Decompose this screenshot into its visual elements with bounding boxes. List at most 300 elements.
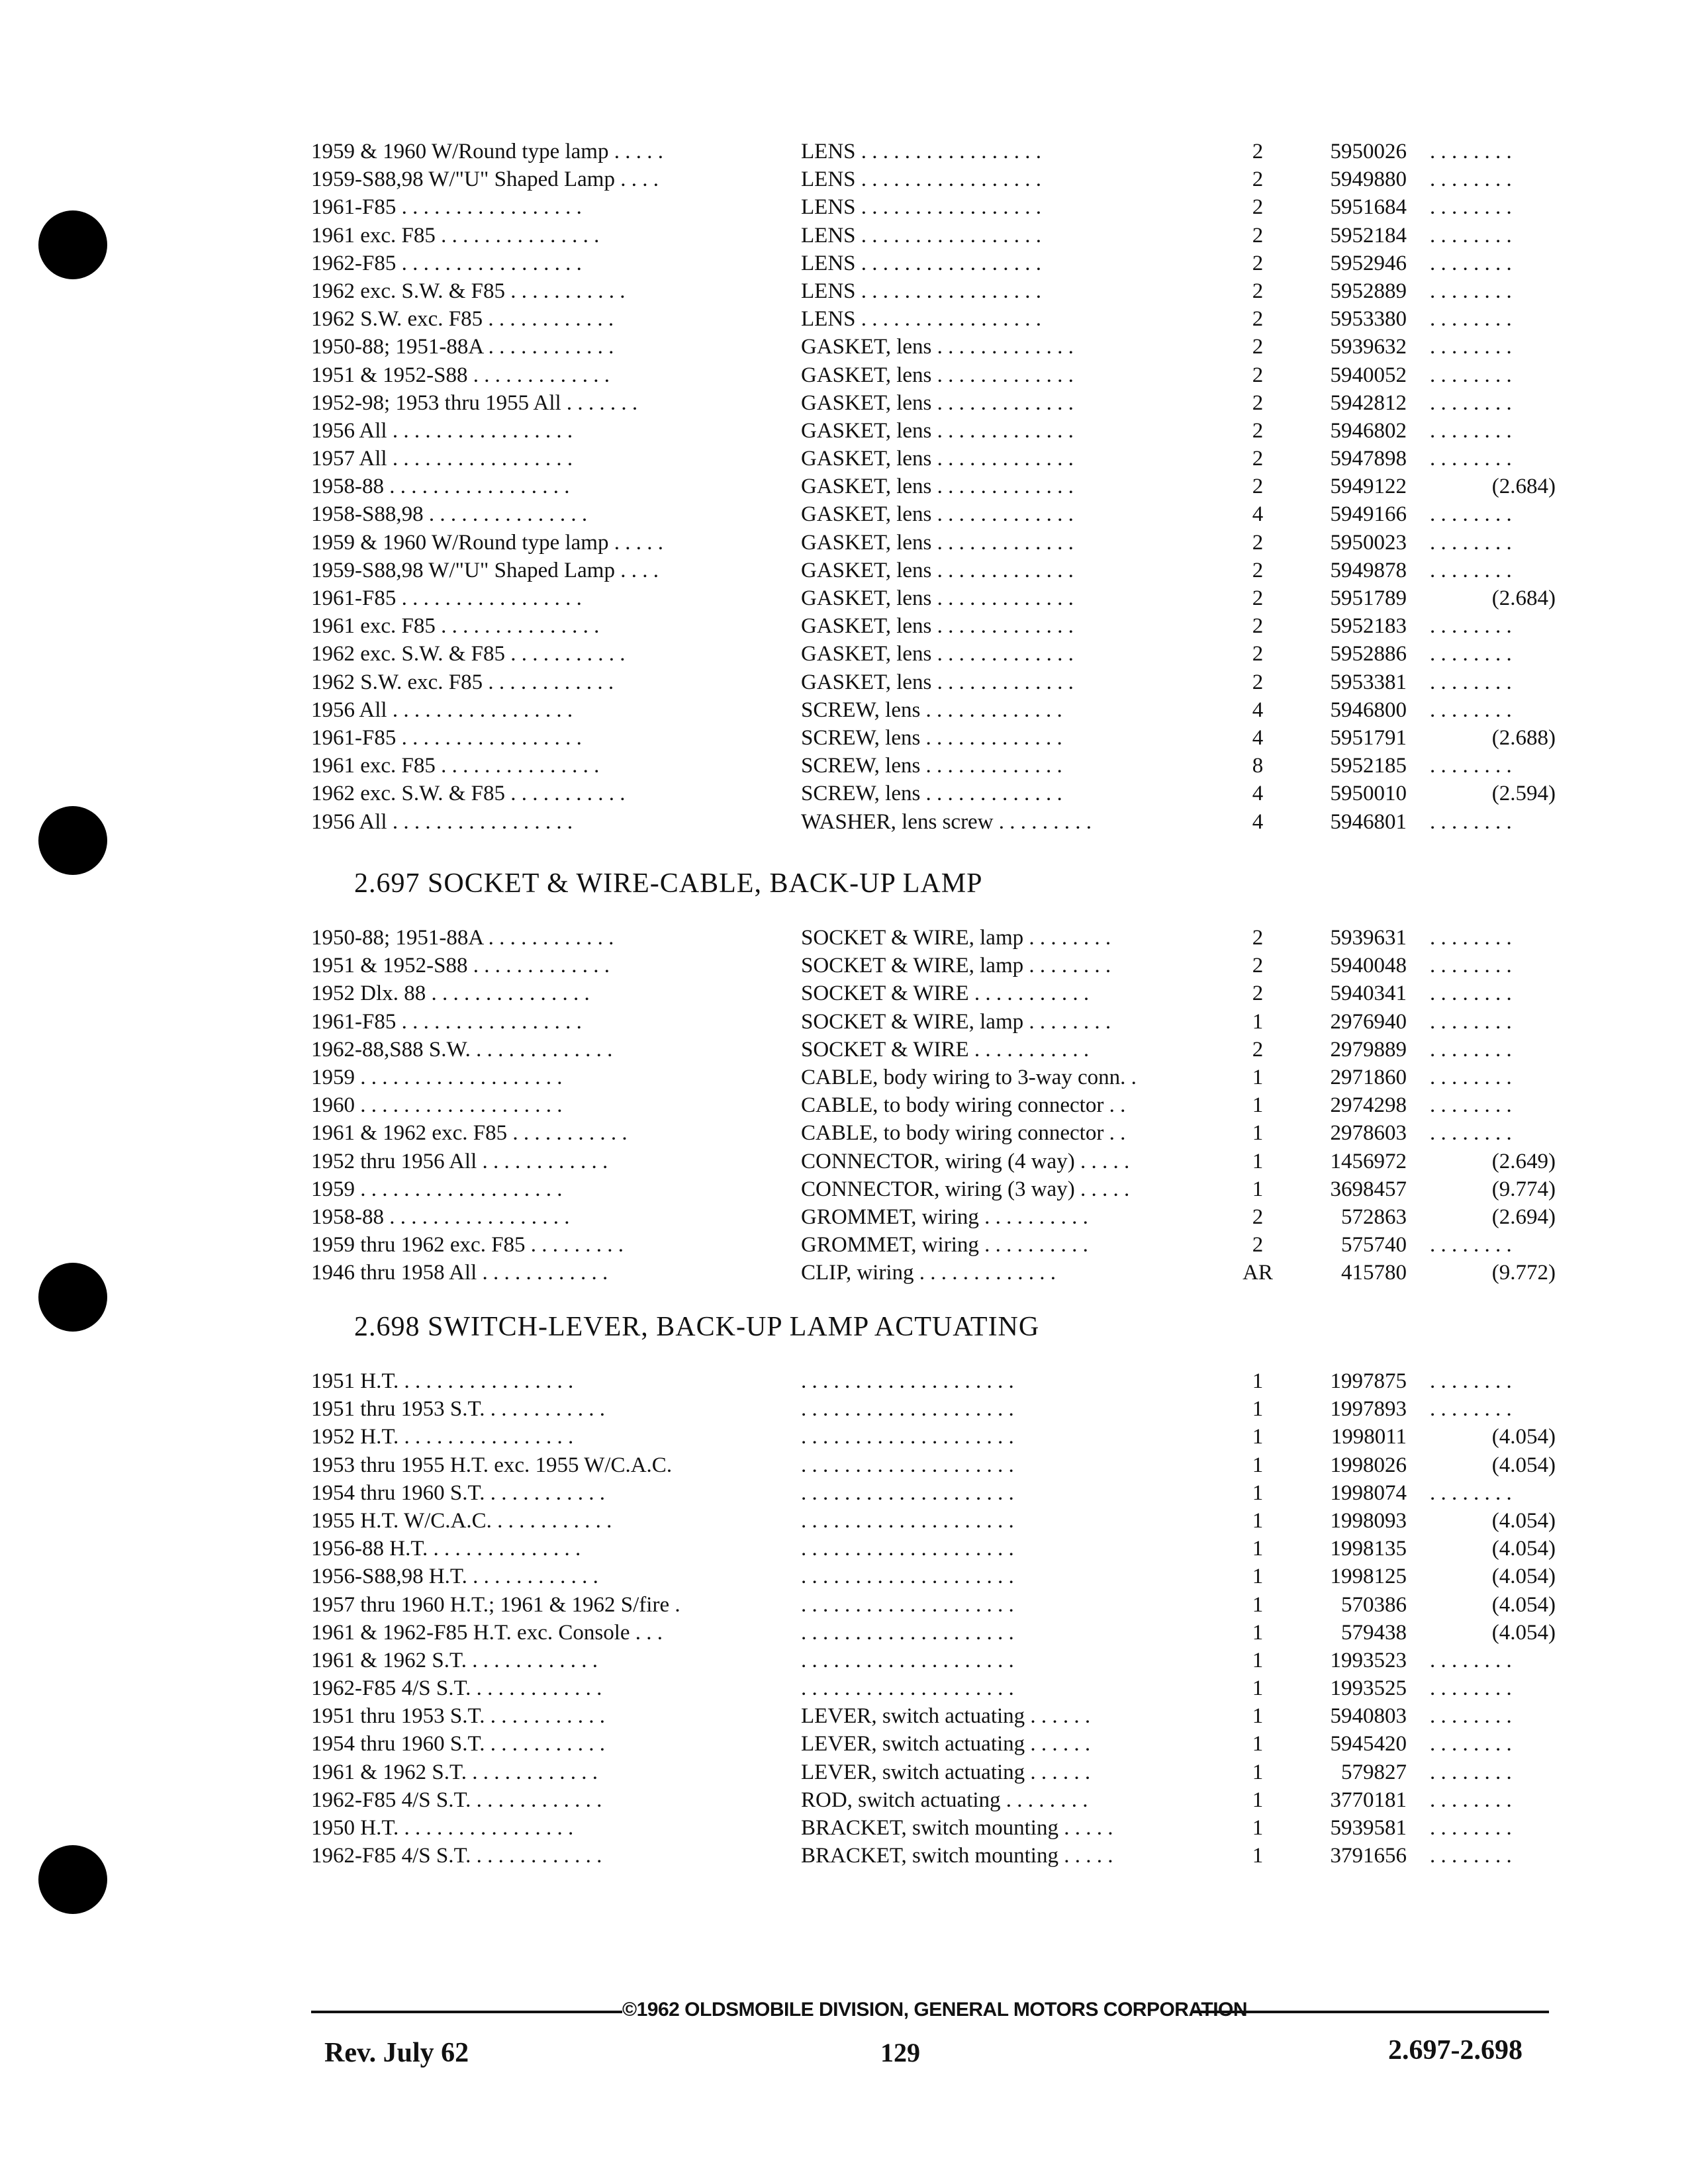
application: 1962 S.W. exc. F85 . . . . . . . . . . . .: [311, 307, 614, 332]
reference: (4.054): [1491, 1537, 1556, 1561]
table-row: [311, 138, 1549, 165]
reference: (2.688): [1491, 725, 1556, 750]
reference: . . . . . . . .: [1430, 670, 1512, 694]
application: 1959 thru 1962 exc. F85 . . . . . . . . .: [311, 1233, 624, 1257]
quantity: 2: [1252, 223, 1264, 248]
part-name: SOCKET & WIRE, lamp . . . . . . . .: [801, 1009, 1111, 1034]
part-name: GASKET, lens . . . . . . . . . . . . .: [801, 390, 1074, 415]
part-number: 5947898: [1330, 447, 1407, 471]
quantity: 8: [1252, 754, 1264, 778]
part-number: 5950010: [1330, 782, 1407, 806]
application: 1959 . . . . . . . . . . . . . . . . . . .: [311, 1177, 563, 1201]
quantity: 2: [1252, 954, 1264, 978]
table-row: [311, 1423, 1556, 1451]
table-row: [311, 250, 1549, 277]
reference: . . . . . . . .: [1430, 1844, 1512, 1868]
table-row: [311, 1535, 1556, 1563]
table-row: [311, 277, 1549, 305]
table-row: [311, 612, 1549, 640]
switch-lever-table: [311, 1367, 1556, 1870]
quantity: 1: [1252, 1369, 1264, 1393]
reference: (9.774): [1491, 1177, 1556, 1201]
quantity: 2: [1252, 586, 1264, 610]
application: 1952 Dlx. 88 . . . . . . . . . . . . . . .: [311, 981, 590, 1006]
quantity: 1: [1252, 1565, 1264, 1589]
reference: . . . . . . . .: [1430, 754, 1512, 778]
part-name: LENS . . . . . . . . . . . . . . . . .: [801, 279, 1041, 303]
application: 1954 thru 1960 S.T. . . . . . . . . . . .: [311, 1480, 605, 1505]
reference: . . . . . . . .: [1430, 1732, 1512, 1756]
table-row: [311, 1148, 1556, 1175]
application: 1961-F85 . . . . . . . . . . . . . . . . .: [311, 586, 582, 610]
part-number: 1456972: [1330, 1149, 1407, 1173]
part-number: 2979889: [1330, 1037, 1407, 1062]
reference: . . . . . . . .: [1430, 251, 1512, 275]
quantity: 2: [1252, 390, 1264, 415]
application: 1955 H.T. W/C.A.C. . . . . . . . . . . .: [311, 1508, 612, 1533]
application: 1958-S88,98 . . . . . . . . . . . . . . .: [311, 502, 588, 527]
table-row: [311, 1367, 1549, 1395]
part-name: LEVER, switch actuating . . . . . .: [801, 1760, 1091, 1784]
application: 1953 thru 1955 H.T. exc. 1955 W/C.A.C.: [311, 1453, 673, 1477]
quantity: AR: [1243, 1261, 1273, 1285]
part-number: 5951684: [1330, 195, 1407, 220]
quantity: 2: [1252, 1037, 1264, 1062]
reference: (4.054): [1491, 1425, 1556, 1449]
part-name: GASKET, lens . . . . . . . . . . . . .: [801, 447, 1074, 471]
lamp-parts-table: [311, 138, 1556, 836]
punch-hole-1: [38, 210, 107, 279]
part-name: BRACKET, switch mounting . . . . .: [801, 1844, 1113, 1868]
table-row: [311, 417, 1549, 445]
reference: . . . . . . . .: [1430, 1093, 1512, 1118]
part-number: 2974298: [1330, 1093, 1407, 1118]
part-number: 1997875: [1330, 1369, 1407, 1393]
reference: . . . . . . . .: [1430, 530, 1512, 555]
punch-hole-3: [38, 1263, 107, 1332]
part-name: CLIP, wiring . . . . . . . . . . . . .: [801, 1261, 1056, 1285]
table-row: [311, 1758, 1549, 1786]
application: 1950 H.T. . . . . . . . . . . . . . . . .: [311, 1816, 574, 1840]
part-name: . . . . . . . . . . . . . . . . . . . .: [801, 1369, 1014, 1393]
reference: . . . . . . . .: [1430, 1480, 1512, 1505]
application: 1962-F85 4/S S.T. . . . . . . . . . . . .: [311, 1676, 602, 1701]
part-number: 2978603: [1330, 1121, 1407, 1146]
part-number: 1998011: [1331, 1425, 1407, 1449]
reference: . . . . . . . .: [1430, 642, 1512, 666]
part-number: 5952946: [1330, 251, 1407, 275]
reference: . . . . . . . .: [1430, 698, 1512, 722]
quantity: 1: [1252, 1788, 1264, 1812]
part-name: SCREW, lens . . . . . . . . . . . . .: [801, 725, 1062, 750]
part-name: SCREW, lens . . . . . . . . . . . . .: [801, 754, 1062, 778]
part-number: 575740: [1341, 1233, 1407, 1257]
part-number: 3698457: [1330, 1177, 1407, 1201]
quantity: 1: [1252, 1093, 1264, 1118]
reference: . . . . . . . .: [1430, 558, 1512, 582]
table-row: [311, 445, 1549, 473]
table-row: [311, 1479, 1549, 1507]
quantity: 1: [1252, 1397, 1264, 1422]
application: 1962-F85 . . . . . . . . . . . . . . . . .: [311, 251, 582, 275]
part-number: 572863: [1341, 1205, 1407, 1229]
section-heading-2698: 2.698 SWITCH-LEVER, BACK-UP LAMP ACTUATING: [354, 1312, 1040, 1342]
quantity: 1: [1252, 1009, 1264, 1034]
table-row: [311, 979, 1549, 1007]
part-number: 415780: [1341, 1261, 1407, 1285]
quantity: 2: [1252, 981, 1264, 1006]
application: 1962-88,S88 S.W. . . . . . . . . . . . . .: [311, 1037, 613, 1062]
part-name: . . . . . . . . . . . . . . . . . . . .: [801, 1537, 1014, 1561]
application: 1952 thru 1956 All . . . . . . . . . . . .: [311, 1149, 608, 1173]
application: 1959-S88,98 W/"U" Shaped Lamp . . . .: [311, 167, 659, 192]
revision-date: Rev. July 62: [324, 2038, 469, 2068]
part-name: SOCKET & WIRE, lamp . . . . . . . .: [801, 926, 1111, 950]
part-name: . . . . . . . . . . . . . . . . . . . .: [801, 1592, 1014, 1617]
part-number: 5950023: [1330, 530, 1407, 555]
table-row: [311, 1814, 1549, 1842]
table-row: [311, 1591, 1556, 1619]
application: 1956 All . . . . . . . . . . . . . . . . .: [311, 418, 573, 443]
quantity: 1: [1252, 1453, 1264, 1477]
part-name: . . . . . . . . . . . . . . . . . . . .: [801, 1620, 1014, 1645]
part-number: 1993523: [1330, 1648, 1407, 1672]
quantity: 4: [1252, 502, 1264, 527]
application: 1951 thru 1953 S.T. . . . . . . . . . . .: [311, 1397, 605, 1422]
quantity: 2: [1252, 140, 1264, 163]
part-name: GASKET, lens . . . . . . . . . . . . .: [801, 670, 1074, 694]
quantity: 1: [1252, 1065, 1264, 1089]
part-name: GASKET, lens . . . . . . . . . . . . .: [801, 418, 1074, 443]
application: 1951 thru 1953 S.T. . . . . . . . . . . .: [311, 1704, 605, 1729]
part-name: LENS . . . . . . . . . . . . . . . . .: [801, 223, 1041, 248]
reference: . . . . . . . .: [1430, 167, 1512, 192]
reference: . . . . . . . .: [1430, 195, 1512, 220]
reference: (4.054): [1491, 1508, 1556, 1533]
part-name: CABLE, to body wiring connector . .: [801, 1121, 1126, 1146]
application: 1960 . . . . . . . . . . . . . . . . . . .: [311, 1093, 563, 1118]
part-number: 1998026: [1330, 1453, 1407, 1477]
application: 1961-F85 . . . . . . . . . . . . . . . . .: [311, 725, 582, 750]
part-number: 5949122: [1330, 475, 1407, 499]
quantity: 2: [1252, 167, 1264, 192]
table-row: [311, 193, 1549, 221]
application: 1956-88 H.T. . . . . . . . . . . . . . .: [311, 1537, 581, 1561]
socket-wire-cable-table: [311, 924, 1556, 1287]
part-name: GASKET, lens . . . . . . . . . . . . .: [801, 614, 1074, 639]
part-name: GASKET, lens . . . . . . . . . . . . .: [801, 558, 1074, 582]
table-row: [311, 1203, 1556, 1231]
part-number: 1993525: [1330, 1676, 1407, 1701]
part-name: GROMMET, wiring . . . . . . . . . .: [801, 1233, 1088, 1257]
quantity: 1: [1252, 1676, 1264, 1701]
quantity: 2: [1252, 1233, 1264, 1257]
reference: . . . . . . . .: [1430, 1648, 1512, 1672]
part-name: GASKET, lens . . . . . . . . . . . . .: [801, 475, 1074, 499]
part-number: 1998125: [1330, 1565, 1407, 1589]
application: 1961 exc. F85 . . . . . . . . . . . . . . .: [311, 754, 600, 778]
table-row: [311, 1619, 1556, 1647]
application: 1962 S.W. exc. F85 . . . . . . . . . . . .: [311, 670, 614, 694]
part-name: . . . . . . . . . . . . . . . . . . . .: [801, 1397, 1014, 1422]
page-number: 129: [880, 2038, 920, 2068]
quantity: 2: [1252, 447, 1264, 471]
part-name: . . . . . . . . . . . . . . . . . . . .: [801, 1648, 1014, 1672]
table-row: [311, 222, 1549, 250]
table-row: [311, 557, 1549, 584]
part-name: GASKET, lens . . . . . . . . . . . . .: [801, 502, 1074, 527]
part-number: 5939631: [1330, 926, 1407, 950]
application: 1961 exc. F85 . . . . . . . . . . . . . . .: [311, 614, 600, 639]
reference: (9.772): [1491, 1261, 1556, 1285]
table-row: [311, 333, 1549, 361]
table-row: [311, 1730, 1549, 1758]
quantity: 2: [1252, 558, 1264, 582]
application: 1959 & 1960 W/Round type lamp . . . . .: [311, 530, 663, 555]
table-row: [311, 1674, 1549, 1702]
part-name: WASHER, lens screw . . . . . . . . .: [801, 809, 1092, 834]
quantity: 2: [1252, 195, 1264, 220]
application: 1956 All . . . . . . . . . . . . . . . . .: [311, 809, 573, 834]
part-name: . . . . . . . . . . . . . . . . . . . .: [801, 1480, 1014, 1505]
application: 1962 exc. S.W. & F85 . . . . . . . . . . .: [311, 279, 626, 303]
table-row: [311, 1563, 1556, 1590]
reference: . . . . . . . .: [1430, 954, 1512, 978]
part-name: GASKET, lens . . . . . . . . . . . . .: [801, 586, 1074, 610]
quantity: 4: [1252, 698, 1264, 722]
table-row: [311, 640, 1549, 668]
reference: . . . . . . . .: [1430, 335, 1512, 359]
table-row: [311, 668, 1549, 696]
reference: . . . . . . . .: [1430, 1816, 1512, 1840]
part-name: GASKET, lens . . . . . . . . . . . . .: [801, 530, 1074, 555]
quantity: 4: [1252, 725, 1264, 750]
part-number: 1998135: [1330, 1537, 1407, 1561]
table-row: [311, 780, 1556, 807]
reference: (4.054): [1491, 1453, 1556, 1477]
part-number: 5946802: [1330, 418, 1407, 443]
quantity: 2: [1252, 926, 1264, 950]
part-name: LEVER, switch actuating . . . . . .: [801, 1732, 1091, 1756]
reference: . . . . . . . .: [1430, 307, 1512, 332]
table-row: [311, 1091, 1549, 1119]
reference: . . . . . . . .: [1430, 809, 1512, 834]
table-row: [311, 1064, 1549, 1091]
part-name: SOCKET & WIRE . . . . . . . . . . .: [801, 1037, 1090, 1062]
reference: (2.684): [1491, 475, 1556, 499]
application: 1950-88; 1951-88A . . . . . . . . . . . .: [311, 335, 614, 359]
table-row: [311, 1507, 1556, 1535]
page-section-ref: 2.697-2.698: [1388, 2035, 1523, 2066]
reference: . . . . . . . .: [1430, 279, 1512, 303]
reference: . . . . . . . .: [1430, 1121, 1512, 1146]
part-name: . . . . . . . . . . . . . . . . . . . .: [801, 1453, 1014, 1477]
table-row: [311, 305, 1549, 333]
part-name: GASKET, lens . . . . . . . . . . . . .: [801, 642, 1074, 666]
table-row: [311, 952, 1549, 979]
part-name: LENS . . . . . . . . . . . . . . . . .: [801, 140, 1041, 163]
quantity: 2: [1252, 418, 1264, 443]
part-number: 5951791: [1330, 725, 1407, 750]
part-number: 5951789: [1330, 586, 1407, 610]
reference: . . . . . . . .: [1430, 614, 1512, 639]
part-name: LENS . . . . . . . . . . . . . . . . .: [801, 307, 1041, 332]
part-number: 5953381: [1330, 670, 1407, 694]
quantity: 2: [1252, 642, 1264, 666]
application: 1950-88; 1951-88A . . . . . . . . . . . .: [311, 926, 614, 950]
part-number: 5945420: [1330, 1732, 1407, 1756]
quantity: 1: [1252, 1732, 1264, 1756]
application: 1962 exc. S.W. & F85 . . . . . . . . . . .: [311, 642, 626, 666]
table-row: [311, 1036, 1549, 1064]
part-name: CABLE, body wiring to 3-way conn. .: [801, 1065, 1137, 1089]
reference: (2.694): [1491, 1205, 1556, 1229]
table-row: [311, 724, 1556, 752]
reference: (4.054): [1491, 1592, 1556, 1617]
application: 1958-88 . . . . . . . . . . . . . . . . .: [311, 475, 570, 499]
application: 1962-F85 4/S S.T. . . . . . . . . . . . .: [311, 1788, 602, 1812]
copyright-notice: ©1962 OLDSMOBILE DIVISION, GENERAL MOTORS CORPORATION: [622, 1999, 1248, 2021]
application: 1961 & 1962 S.T. . . . . . . . . . . . .: [311, 1760, 598, 1784]
quantity: 2: [1252, 335, 1264, 359]
reference: . . . . . . . .: [1430, 1397, 1512, 1422]
table-row: [311, 389, 1549, 417]
reference: . . . . . . . .: [1430, 223, 1512, 248]
table-row: [311, 1647, 1549, 1674]
reference: . . . . . . . .: [1430, 418, 1512, 443]
table-row: [311, 1451, 1556, 1479]
part-number: 5949880: [1330, 167, 1407, 192]
part-name: LEVER, switch actuating . . . . . .: [801, 1704, 1091, 1729]
quantity: 1: [1252, 1177, 1264, 1201]
reference: . . . . . . . .: [1430, 363, 1512, 387]
reference: (2.594): [1491, 782, 1556, 806]
application: 1956 All . . . . . . . . . . . . . . . . .: [311, 698, 573, 722]
quantity: 1: [1252, 1480, 1264, 1505]
reference: . . . . . . . .: [1430, 1037, 1512, 1062]
reference: . . . . . . . .: [1430, 1760, 1512, 1784]
quantity: 2: [1252, 670, 1264, 694]
application: 1961 & 1962-F85 H.T. exc. Console . . .: [311, 1620, 663, 1645]
table-row: [311, 924, 1549, 952]
table-row: [311, 1119, 1549, 1147]
part-name: GROMMET, wiring . . . . . . . . . .: [801, 1205, 1088, 1229]
part-number: 579438: [1341, 1620, 1407, 1645]
part-number: 2976940: [1330, 1009, 1407, 1034]
application: 1961-F85 . . . . . . . . . . . . . . . . .: [311, 1009, 582, 1034]
part-name: ROD, switch actuating . . . . . . . .: [801, 1788, 1088, 1812]
table-row: [311, 1259, 1556, 1287]
table-row: [311, 808, 1549, 836]
reference: . . . . . . . .: [1430, 1788, 1512, 1812]
table-row: [311, 529, 1549, 557]
application: 1951 & 1952-S88 . . . . . . . . . . . . .: [311, 954, 610, 978]
quantity: 1: [1252, 1760, 1264, 1784]
part-name: LENS . . . . . . . . . . . . . . . . .: [801, 195, 1041, 220]
part-number: 5952185: [1330, 754, 1407, 778]
part-name: . . . . . . . . . . . . . . . . . . . .: [801, 1425, 1014, 1449]
part-name: BRACKET, switch mounting . . . . .: [801, 1816, 1113, 1840]
part-number: 5952886: [1330, 642, 1407, 666]
reference: . . . . . . . .: [1430, 1704, 1512, 1729]
part-number: 579827: [1341, 1760, 1407, 1784]
quantity: 1: [1252, 1844, 1264, 1868]
application: 1952 H.T. . . . . . . . . . . . . . . . .: [311, 1425, 574, 1449]
reference: . . . . . . . .: [1430, 1009, 1512, 1034]
table-row: [311, 1842, 1549, 1870]
quantity: 2: [1252, 279, 1264, 303]
table-row: [311, 696, 1549, 724]
application: 1959-S88,98 W/"U" Shaped Lamp . . . .: [311, 558, 659, 582]
application: 1962 exc. S.W. & F85 . . . . . . . . . . .: [311, 782, 626, 806]
part-number: 5952184: [1330, 223, 1407, 248]
part-number: 1998093: [1330, 1508, 1407, 1533]
part-number: 5946800: [1330, 698, 1407, 722]
reference: . . . . . . . .: [1430, 447, 1512, 471]
part-number: 2971860: [1330, 1065, 1407, 1089]
quantity: 2: [1252, 251, 1264, 275]
reference: . . . . . . . .: [1430, 1065, 1512, 1089]
table-row: [311, 1786, 1549, 1814]
application: 1961-F85 . . . . . . . . . . . . . . . . .: [311, 195, 582, 220]
application: 1962-F85 4/S S.T. . . . . . . . . . . . .: [311, 1844, 602, 1868]
part-number: 1997893: [1330, 1397, 1407, 1422]
table-row: [311, 473, 1556, 500]
table-row: [311, 752, 1549, 780]
quantity: 2: [1252, 614, 1264, 639]
part-number: 3770181: [1330, 1788, 1407, 1812]
part-number: 5940803: [1330, 1704, 1407, 1729]
reference: (4.054): [1491, 1565, 1556, 1589]
part-name: SOCKET & WIRE, lamp . . . . . . . .: [801, 954, 1111, 978]
part-number: 5949878: [1330, 558, 1407, 582]
application: 1956-S88,98 H.T. . . . . . . . . . . . .: [311, 1565, 598, 1589]
application: 1954 thru 1960 S.T. . . . . . . . . . . .: [311, 1732, 605, 1756]
part-number: 5950026: [1330, 140, 1407, 163]
punch-hole-4: [38, 1845, 107, 1914]
part-number: 5942812: [1330, 390, 1407, 415]
quantity: 2: [1252, 475, 1264, 499]
reference: . . . . . . . .: [1430, 390, 1512, 415]
part-number: 3791656: [1330, 1844, 1407, 1868]
reference: . . . . . . . .: [1430, 981, 1512, 1006]
application: 1951 H.T. . . . . . . . . . . . . . . . .: [311, 1369, 574, 1393]
table-row: [311, 1702, 1549, 1730]
part-number: 5949166: [1330, 502, 1407, 527]
part-name: LENS . . . . . . . . . . . . . . . . .: [801, 251, 1041, 275]
quantity: 1: [1252, 1425, 1264, 1449]
table-row: [311, 1008, 1549, 1036]
part-name: . . . . . . . . . . . . . . . . . . . .: [801, 1565, 1014, 1589]
quantity: 2: [1252, 363, 1264, 387]
quantity: 1: [1252, 1704, 1264, 1729]
reference: (2.649): [1491, 1149, 1556, 1173]
table-row: [311, 1395, 1549, 1423]
quantity: 1: [1252, 1149, 1264, 1173]
part-number: 5940048: [1330, 954, 1407, 978]
quantity: 1: [1252, 1816, 1264, 1840]
part-name: CONNECTOR, wiring (4 way) . . . . .: [801, 1149, 1130, 1173]
table-row: [311, 165, 1549, 193]
part-name: SCREW, lens . . . . . . . . . . . . .: [801, 782, 1062, 806]
application: 1959 & 1960 W/Round type lamp . . . . .: [311, 140, 663, 163]
quantity: 1: [1252, 1592, 1264, 1617]
part-name: . . . . . . . . . . . . . . . . . . . .: [801, 1508, 1014, 1533]
application: 1961 exc. F85 . . . . . . . . . . . . . . .: [311, 223, 600, 248]
quantity: 2: [1252, 1205, 1264, 1229]
reference: . . . . . . . .: [1430, 1233, 1512, 1257]
application: 1952-98; 1953 thru 1955 All . . . . . . .: [311, 390, 638, 415]
